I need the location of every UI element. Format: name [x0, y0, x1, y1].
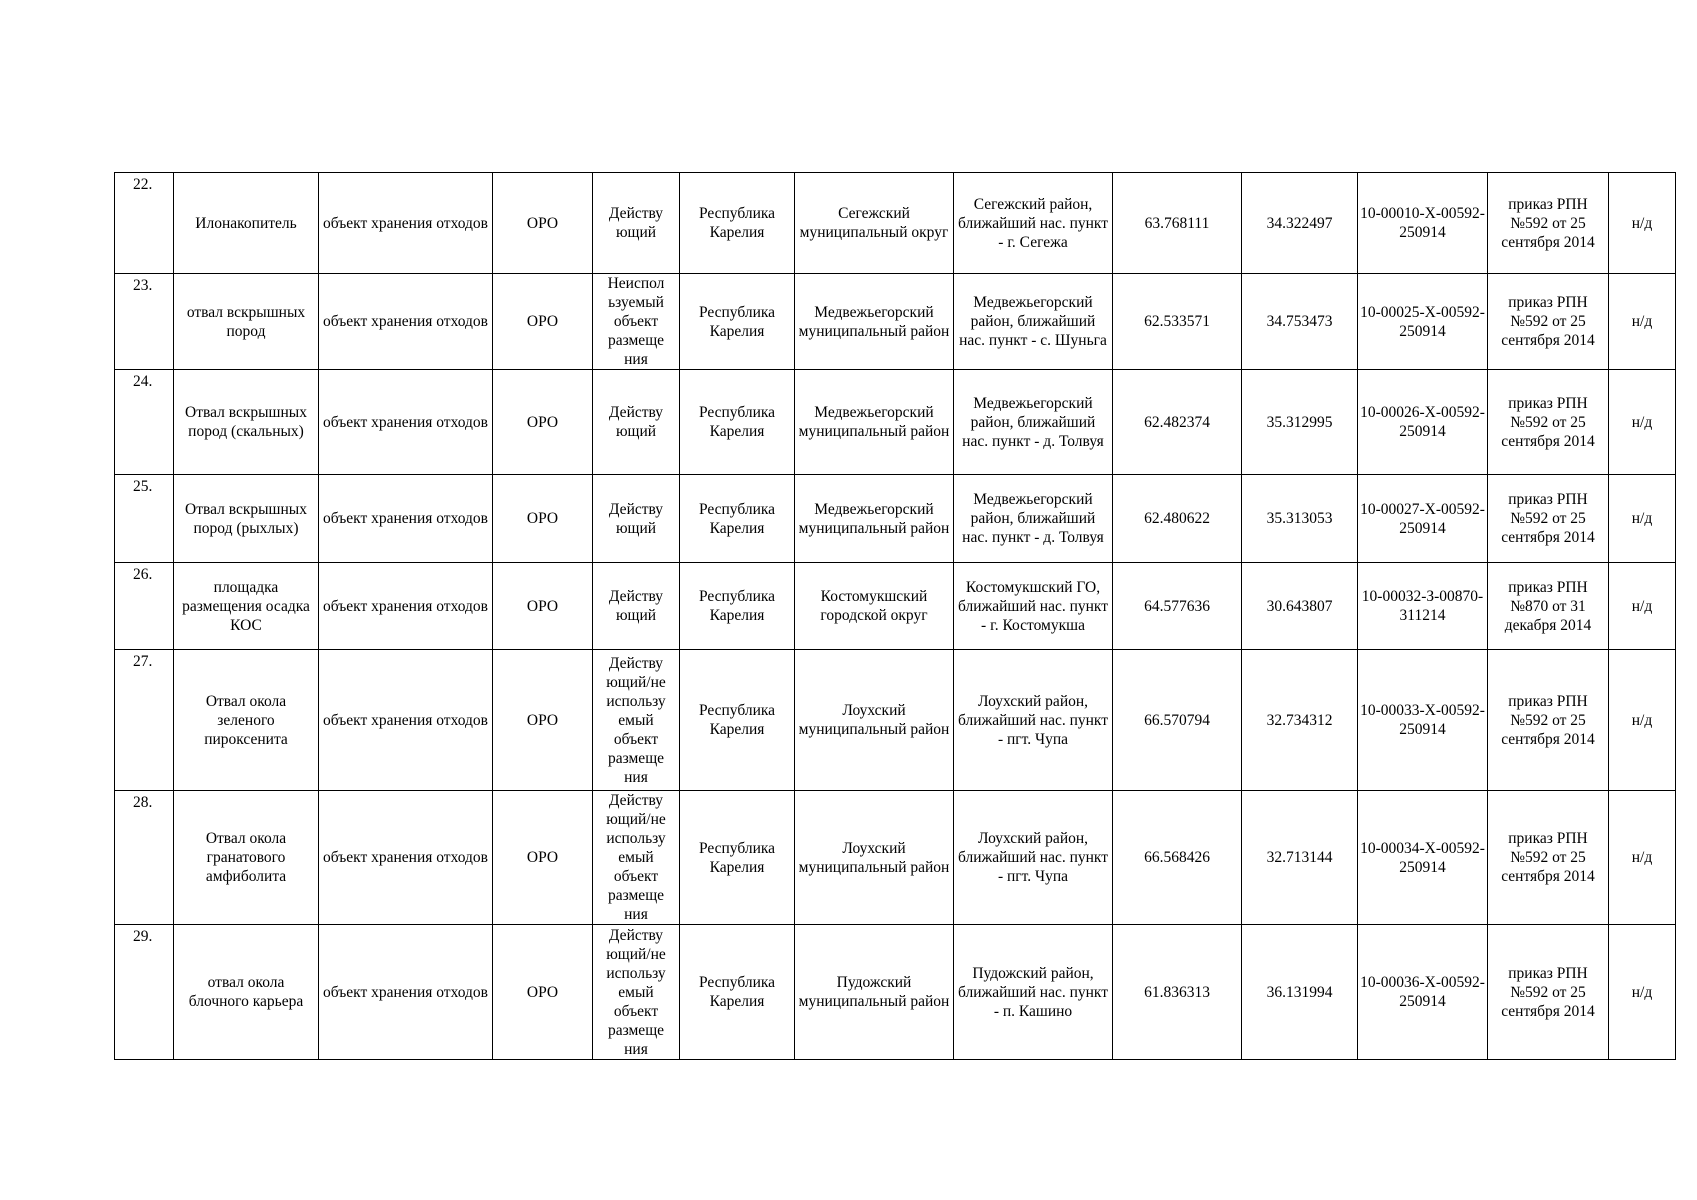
latitude: 66.570794 — [1113, 650, 1242, 791]
table-row — [115, 475, 1676, 563]
municipality: Лоухский муниципальный район — [795, 791, 954, 925]
federal-subject: Республика Карелия — [680, 370, 795, 475]
row-number: 26. — [115, 563, 174, 650]
latitude: 66.568426 — [1113, 791, 1242, 925]
longitude: 35.312995 — [1242, 370, 1358, 475]
object-name: Отвал окола гранатового амфиболита — [174, 791, 319, 925]
location: Костомукшский ГО, ближайший нас. пункт - г. Костомукша — [954, 563, 1113, 650]
registry-number: 10-00034-Х-00592-250914 — [1358, 791, 1488, 925]
order-reference: приказ РПН №592 от 25 сентября 2014 — [1488, 650, 1609, 791]
registry-number: 10-00025-Х-00592-250914 — [1358, 274, 1488, 370]
order-reference: приказ РПН №592 от 25 сентября 2014 — [1488, 370, 1609, 475]
municipality: Сегежский муниципальный округ — [795, 173, 954, 274]
object-name: площадка размещения осадка КОС — [174, 563, 319, 650]
table-row — [115, 563, 1676, 650]
note: н/д — [1609, 173, 1676, 274]
table-row — [115, 650, 1676, 791]
municipality: Лоухский муниципальный район — [795, 650, 954, 791]
registry-number: 10-00027-Х-00592-250914 — [1358, 475, 1488, 563]
federal-subject: Республика Карелия — [680, 925, 795, 1060]
longitude: 36.131994 — [1242, 925, 1358, 1060]
object-type: объект хранения отходов — [319, 370, 493, 475]
note: н/д — [1609, 925, 1676, 1060]
object-name: отвал окола блочного карьера — [174, 925, 319, 1060]
object-name: Отвал окола зеленого пироксенита — [174, 650, 319, 791]
row-number: 24. — [115, 370, 174, 475]
registry-number: 10-00033-Х-00592-250914 — [1358, 650, 1488, 791]
object-type: объект хранения отходов — [319, 563, 493, 650]
table-row — [115, 925, 1676, 1060]
table-row — [115, 274, 1676, 370]
federal-subject: Республика Карелия — [680, 475, 795, 563]
longitude: 34.753473 — [1242, 274, 1358, 370]
object-type: объект хранения отходов — [319, 173, 493, 274]
object-category: ОРО — [493, 925, 593, 1060]
order-reference: приказ РПН №592 от 25 сентября 2014 — [1488, 274, 1609, 370]
note: н/д — [1609, 650, 1676, 791]
order-reference: приказ РПН №592 от 25 сентября 2014 — [1488, 791, 1609, 925]
object-category: ОРО — [493, 370, 593, 475]
waste-objects-table — [114, 172, 1676, 1060]
object-type: объект хранения отходов — [319, 791, 493, 925]
object-type: объект хранения отходов — [319, 475, 493, 563]
object-type: объект хранения отходов — [319, 274, 493, 370]
location: Сегежский район, ближайший нас. пункт - г. Сегежа — [954, 173, 1113, 274]
latitude: 61.836313 — [1113, 925, 1242, 1060]
municipality: Медвежьегорский муниципальный район — [795, 370, 954, 475]
object-name: Илонакопитель — [174, 173, 319, 274]
note: н/д — [1609, 791, 1676, 925]
municipality: Медвежьегорский муниципальный район — [795, 274, 954, 370]
federal-subject: Республика Карелия — [680, 650, 795, 791]
object-status: Действу ющий/не использу емый объект размеще ния — [593, 791, 680, 925]
location: Медвежьегорский район, ближайший нас. пункт - д. Толвуя — [954, 475, 1113, 563]
longitude: 32.713144 — [1242, 791, 1358, 925]
location: Медвежьегорский район, ближайший нас. пункт - д. Толвуя — [954, 370, 1113, 475]
object-status: Неиспол ьзуемый объект размеще ния — [593, 274, 680, 370]
federal-subject: Республика Карелия — [680, 791, 795, 925]
latitude: 63.768111 — [1113, 173, 1242, 274]
registry-number: 10-00032-З-00870-311214 — [1358, 563, 1488, 650]
row-number: 28. — [115, 791, 174, 925]
object-name: отвал вскрышных пород — [174, 274, 319, 370]
object-name: Отвал вскрышных пород (скальных) — [174, 370, 319, 475]
order-reference: приказ РПН №870 от 31 декабря 2014 — [1488, 563, 1609, 650]
row-number: 27. — [115, 650, 174, 791]
municipality: Костомукшский городской округ — [795, 563, 954, 650]
object-status: Действу ющий — [593, 370, 680, 475]
object-name: Отвал вскрышных пород (рыхлых) — [174, 475, 319, 563]
order-reference: приказ РПН №592 от 25 сентября 2014 — [1488, 475, 1609, 563]
longitude: 34.322497 — [1242, 173, 1358, 274]
registry-number: 10-00036-Х-00592-250914 — [1358, 925, 1488, 1060]
location: Пудожский район, ближайший нас. пункт - п. Кашино — [954, 925, 1113, 1060]
object-category: ОРО — [493, 475, 593, 563]
longitude: 35.313053 — [1242, 475, 1358, 563]
object-status: Действу ющий — [593, 475, 680, 563]
object-category: ОРО — [493, 650, 593, 791]
row-number: 22. — [115, 173, 174, 274]
note: н/д — [1609, 274, 1676, 370]
latitude: 64.577636 — [1113, 563, 1242, 650]
longitude: 32.734312 — [1242, 650, 1358, 791]
object-status: Действу ющий/не использу емый объект размеще ния — [593, 925, 680, 1060]
latitude: 62.480622 — [1113, 475, 1242, 563]
federal-subject: Республика Карелия — [680, 173, 795, 274]
registry-number: 10-00010-Х-00592-250914 — [1358, 173, 1488, 274]
municipality: Медвежьегорский муниципальный район — [795, 475, 954, 563]
object-status: Действу ющий/не использу емый объект размеще ния — [593, 650, 680, 791]
municipality: Пудожский муниципальный район — [795, 925, 954, 1060]
object-status: Действу ющий — [593, 173, 680, 274]
federal-subject: Республика Карелия — [680, 274, 795, 370]
table-row — [115, 173, 1676, 274]
object-status: Действу ющий — [593, 563, 680, 650]
latitude: 62.482374 — [1113, 370, 1242, 475]
object-category: ОРО — [493, 173, 593, 274]
row-number: 25. — [115, 475, 174, 563]
object-category: ОРО — [493, 791, 593, 925]
order-reference: приказ РПН №592 от 25 сентября 2014 — [1488, 173, 1609, 274]
row-number: 23. — [115, 274, 174, 370]
table-row — [115, 370, 1676, 475]
location: Медвежьегорский район, ближайший нас. пункт - с. Шуньга — [954, 274, 1113, 370]
order-reference: приказ РПН №592 от 25 сентября 2014 — [1488, 925, 1609, 1060]
table-row — [115, 791, 1676, 925]
object-category: ОРО — [493, 274, 593, 370]
note: н/д — [1609, 370, 1676, 475]
latitude: 62.533571 — [1113, 274, 1242, 370]
row-number: 29. — [115, 925, 174, 1060]
note: н/д — [1609, 475, 1676, 563]
object-type: объект хранения отходов — [319, 650, 493, 791]
location: Лоухский район, ближайший нас. пункт - пгт. Чупа — [954, 650, 1113, 791]
object-type: объект хранения отходов — [319, 925, 493, 1060]
location: Лоухский район, ближайший нас. пункт - пгт. Чупа — [954, 791, 1113, 925]
longitude: 30.643807 — [1242, 563, 1358, 650]
note: н/д — [1609, 563, 1676, 650]
registry-number: 10-00026-Х-00592-250914 — [1358, 370, 1488, 475]
object-category: ОРО — [493, 563, 593, 650]
federal-subject: Республика Карелия — [680, 563, 795, 650]
